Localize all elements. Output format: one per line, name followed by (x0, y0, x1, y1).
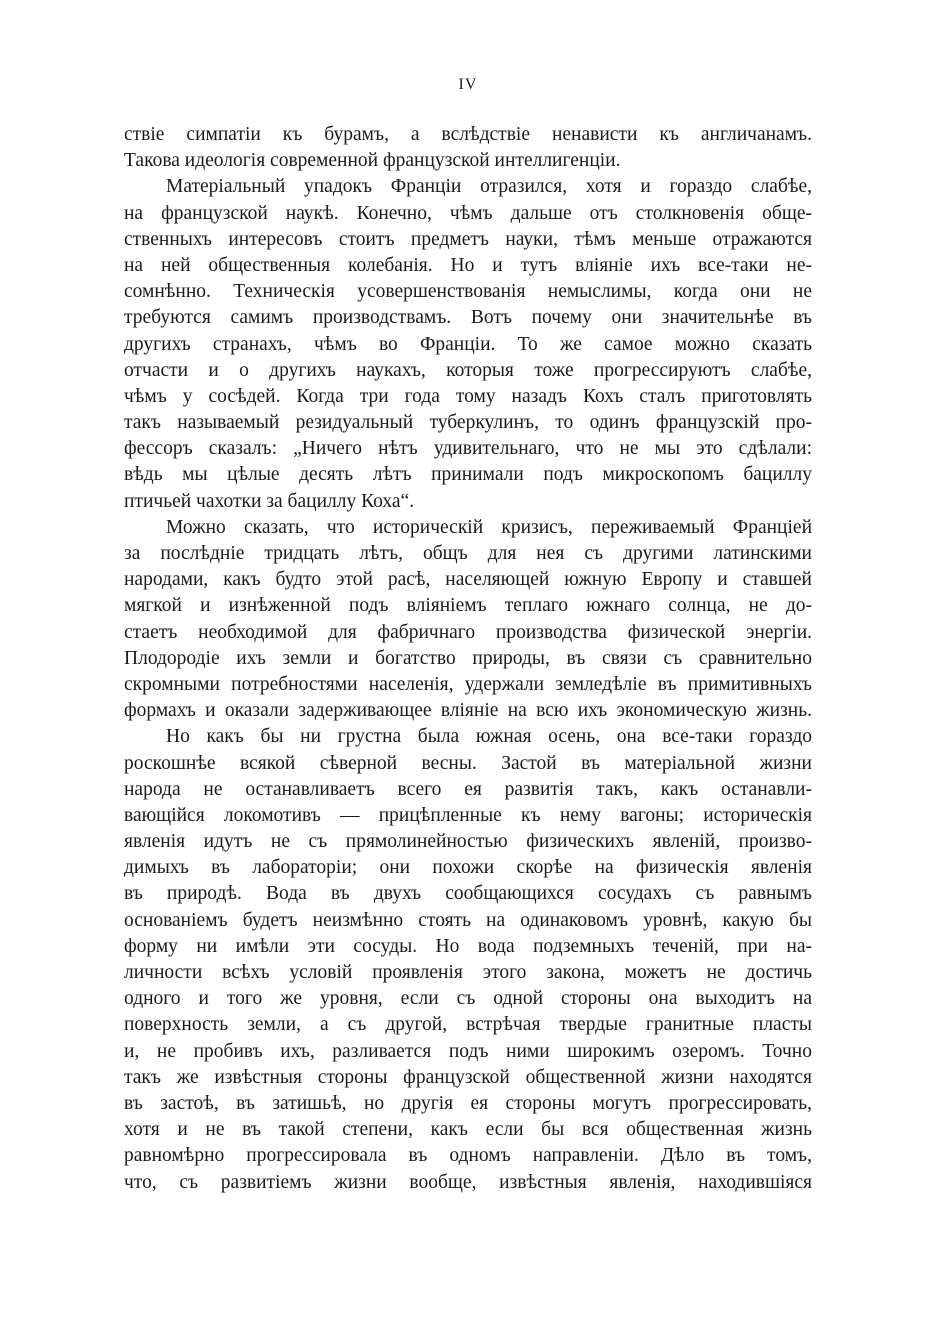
text-line: фессоръ сказалъ: „Ничего нѣтъ удивительнаго, что не мы это сдѣлали: (124, 438, 812, 460)
text-line: народами, какъ будто этой расѣ, населяющей южную Европу и ставшей (124, 569, 812, 591)
text-line: Но какъ бы ни грустна была южная осень, она все-таки гораздо (166, 726, 812, 748)
text-line: димыхъ въ лабораторіи; они похожи скорѣе на физическія явленія (124, 857, 812, 879)
text-line: требуются самимъ производствамъ. Вотъ почему они значительнѣе въ (124, 307, 812, 329)
text-line: скромными потребностями населенія, удержали земледѣліе въ примитивныхъ (124, 673, 812, 695)
text-line: вѣдь мы цѣлые десять лѣтъ принимали подъ микроскопомъ бациллу (124, 464, 812, 486)
text-line: мягкой и изнѣженной подъ вліяніемъ теплаго южнаго солнца, не до- (124, 595, 812, 617)
text-line: такъ называемый резидуальный туберкулинъ, то одинъ французскій про- (124, 412, 812, 434)
text-line: роскошнѣе всякой сѣверной весны. Застой въ матеріальной жизни (124, 752, 812, 774)
text-line: равномѣрно прогрессировала въ одномъ направленіи. Дѣло въ томъ, (124, 1145, 812, 1167)
text-line: одного и того же уровня, если съ одной стороны она выходитъ на (124, 988, 812, 1010)
text-line: другихъ странахъ, чѣмъ во Франціи. То же самое можно сказать (124, 333, 812, 355)
text-line: ствіе симпатіи къ бурамъ, а вслѣдствіе ненависти къ англичанамъ. (124, 124, 812, 145)
text-line: чѣмъ у сосѣдей. Когда три года тому назадъ Кохъ сталъ приготовлять (124, 385, 812, 407)
text-line: явленія идутъ не съ прямолинейностью физическихъ явленій, произво- (124, 831, 812, 853)
text-line: что, съ развитіемъ жизни вообще, извѣстныя явленія, находившіяся (124, 1171, 812, 1193)
text-line: Матеріальный упадокъ Франціи отразился, хотя и гораздо слабѣе, (166, 176, 812, 198)
text-line: Можно сказать, что историческій кризисъ, переживаемый Франціей (166, 516, 812, 538)
text-line: формахъ и оказали задерживающее вліяніе на всю ихъ экономическую жизнь. (124, 700, 812, 722)
text-line: Плодородіе ихъ земли и богатство природы, въ связи съ сравнительно (124, 647, 812, 669)
text-line: птичьей чахотки за бациллу Коха“. (124, 490, 415, 512)
text-line: такъ же извѣстныя стороны французской общественной жизни находятся (124, 1066, 812, 1088)
text-line: на ней общественныя колебанія. Но и тутъ вліяніе ихъ все-таки не- (124, 254, 812, 276)
text-line: и, не пробивъ ихъ, разливается подъ ними широкимъ озеромъ. Точно (124, 1040, 812, 1062)
text-line: народа не останавливаетъ всего ея развитія такъ, какъ останавли- (124, 778, 812, 800)
text-line: въ застоѣ, въ затишьѣ, но другія ея стороны могутъ прогрессировать, (124, 1092, 812, 1114)
text-line: вающійся локомотивъ — прицѣпленные къ нему вагоны; историческія (124, 804, 812, 826)
text-line: Такова идеологія современной французской интеллигенціи. (124, 150, 621, 172)
text-line: основаніемъ будетъ неизмѣнно стоять на одинаковомъ уровнѣ, какую бы (124, 909, 812, 931)
text-line: отчасти и о другихъ наукахъ, которыя тоже прогрессируютъ слабѣе, (124, 359, 812, 381)
text-line: форму ни имѣли эти сосуды. Но вода подземныхъ теченій, при на- (124, 935, 812, 957)
text-line: сомнѣнно. Техническія усовершенствованія немыслимы, когда они не (124, 281, 812, 303)
text-line: ственныхъ интересовъ стоитъ предметъ науки, тѣмъ меньше отражаются (124, 228, 812, 250)
text-line: въ природѣ. Вода въ двухъ сообщающихся сосудахъ съ равнымъ (124, 883, 812, 905)
text-line: стаетъ необходимой для фабричнаго производства физической энергіи. (124, 621, 812, 643)
page-number: IV (458, 76, 478, 93)
text-line: за послѣдніе тридцать лѣтъ, общъ для нея съ другими латинскими (124, 543, 812, 564)
text-line: поверхность земли, а съ другой, встрѣчая твердые гранитные пласты (124, 1014, 812, 1036)
text-line: личности всѣхъ условій проявленія этого закона, можетъ не достичь (124, 962, 812, 983)
text-line: хотя и не въ такой степени, какъ если бы вся общественная жизнь (124, 1119, 812, 1141)
text-line: на французской наукѣ. Конечно, чѣмъ дальше отъ столкновенія обще- (124, 202, 812, 224)
page-text (124, 122, 812, 1196)
